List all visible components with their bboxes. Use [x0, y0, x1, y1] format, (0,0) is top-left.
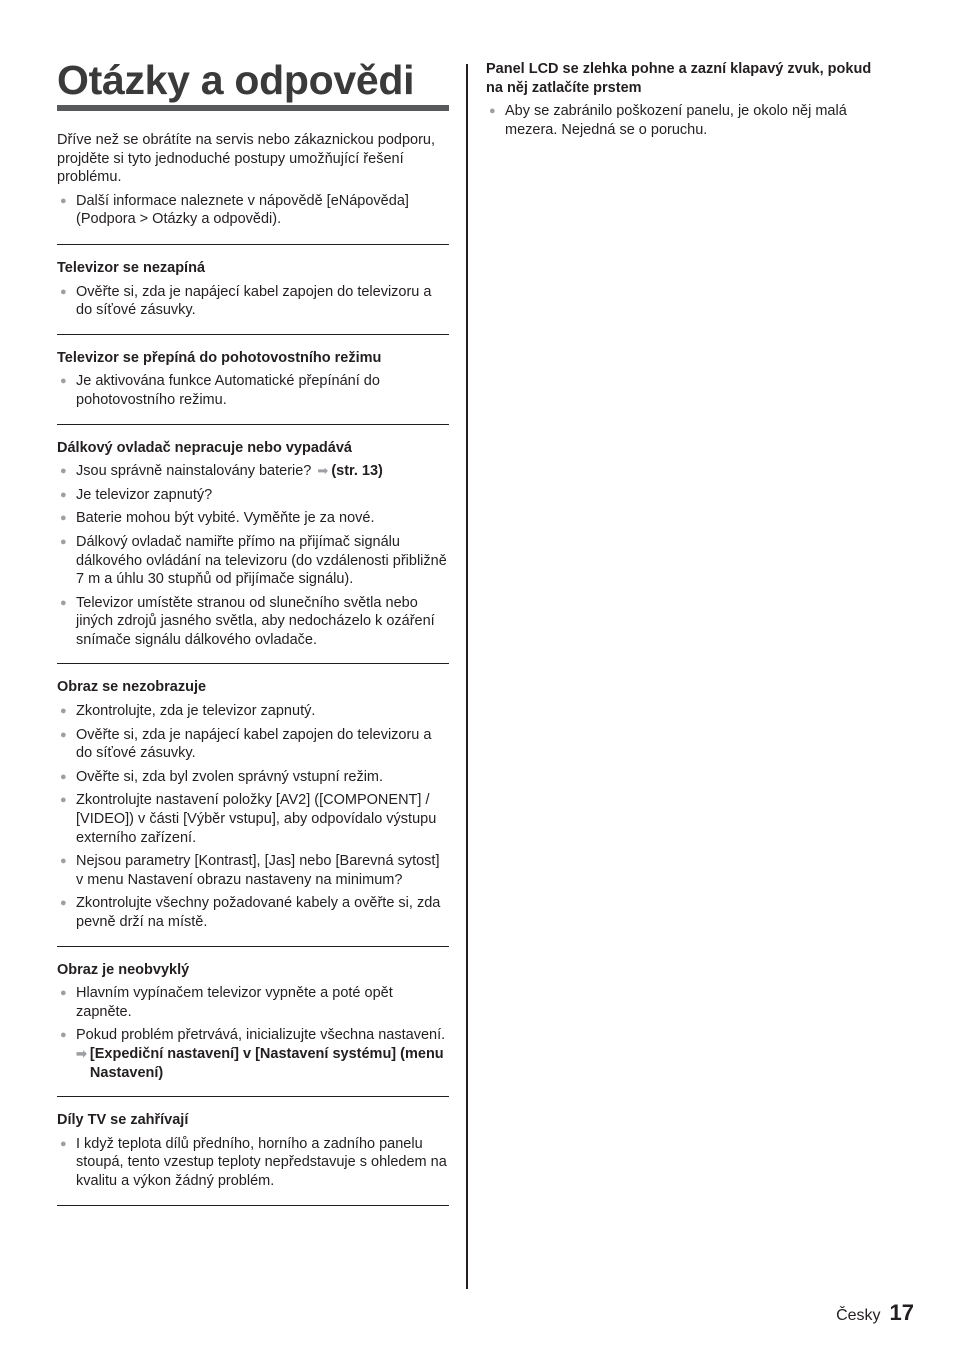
bullet-icon: ●	[60, 855, 67, 868]
bullet-icon: ●	[60, 285, 67, 298]
bullet-icon: ●	[60, 535, 67, 548]
list-item: ● Aby se zabránilo poškození panelu, je okolo něj malá mezera. Nejedná se o poruchu.	[489, 103, 847, 138]
page-footer	[836, 1300, 914, 1326]
list-item: ● Je televizor zapnutý?	[60, 486, 213, 503]
list-item: ● Hlavním vypínačem televizor vypněte a poté opět zapněte.	[60, 985, 393, 1020]
end-rule	[57, 1205, 449, 1206]
list-item: ● Je aktivována funkce Automatické přepínání do pohotovostního režimu.	[60, 373, 380, 408]
bullet-icon: ●	[60, 488, 67, 501]
list-item: ● Dálkový ovladač namiřte přímo na přijímač signálu dálkového ovládání na televizoru (do vzdálenosti přibližně 7 m a úhlu 30 stupňů od přijímače signálu).	[60, 533, 447, 588]
page-title: Otázky a odpovědi	[57, 57, 415, 103]
column-divider	[466, 64, 468, 1289]
list-item: ● Televizor umístěte stranou od slunečního světla nebo jiných zdrojů jasného světla, aby nedocházelo k ozáření snímače signálu dálkového ovladače.	[60, 594, 435, 648]
section-remote-control	[57, 424, 449, 664]
section-no-picture	[57, 663, 449, 945]
intro-list	[57, 192, 449, 229]
arrow-right-icon: ➡	[76, 1045, 87, 1061]
right-column	[486, 60, 886, 144]
list-item: ● Pokud problém přetrvává, inicializujte všechna nastavení. ➡ [Expediční nastavení] v [Nastavení systému] (menu Nastavení)	[57, 1026, 449, 1082]
bullet-icon: ●	[60, 770, 67, 783]
list-item: ● Zkontrolujte, zda je televizor zapnutý.	[60, 703, 316, 720]
list-item: ● Baterie mohou být vybité. Vyměňte je za nové.	[60, 510, 375, 527]
section-abnormal-picture	[57, 946, 449, 1097]
menu-reference: ➡ [Expediční nastavení] v [Nastavení systému] (menu Nastavení)	[76, 1045, 444, 1081]
section-standby	[57, 334, 449, 424]
bullet-icon: ●	[489, 105, 496, 118]
intro-text: Dříve než se obrátíte na servis nebo zákaznickou podporu, projděte si tyto jednoduché postupy umožňující řešení problému.	[57, 132, 436, 186]
list-item: ● Zkontrolujte všechny požadované kabely a ověřte si, zda pevně drží na místě.	[60, 895, 441, 930]
bullet-icon: ●	[60, 1029, 67, 1042]
bullet-icon: ●	[60, 705, 67, 718]
list-item: ● Ověřte si, zda byl zvolen správný vstupní režim.	[60, 768, 384, 785]
section-heading: Obraz se nezobrazuje	[57, 679, 207, 696]
page-reference: (str. 13)	[331, 463, 383, 480]
section-tv-wont-turn-on	[57, 244, 449, 334]
arrow-right-icon: ➡	[317, 463, 329, 479]
list-item: ● Další informace naleznete v nápovědě [eNápověda] (Podpora > Otázky a odpovědi).	[60, 192, 409, 228]
section-heading: Televizor se přepíná do pohotovostního režimu	[57, 349, 382, 366]
bullet-icon: ●	[60, 1137, 67, 1150]
bullet-icon: ●	[60, 194, 67, 207]
section-heading: Panel LCD se zlehka pohne a zazní klapavý zvuk, pokud na něj zatlačíte prstem	[486, 61, 872, 96]
bullet-icon: ●	[60, 987, 67, 1000]
section-heading: Televizor se nezapíná	[57, 259, 206, 276]
language-label: Česky	[836, 1307, 881, 1324]
title-underline	[57, 105, 449, 111]
bullet-icon: ●	[60, 728, 67, 741]
list-item: ● Ověřte si, zda je napájecí kabel zapojen do televizoru a do síťové zásuvky.	[60, 726, 432, 762]
page-number: 17	[889, 1300, 914, 1325]
left-column	[57, 131, 449, 1206]
intro-block	[57, 131, 449, 244]
bullet-icon: ●	[60, 375, 67, 388]
list-item: ● Nejsou parametry [Kontrast], [Jas] nebo [Barevná sytost] v menu Nastavení obrazu nastaveny na minimum?	[60, 853, 440, 888]
list-item: ● Ověřte si, zda je napájecí kabel zapojen do televizoru a do síťové zásuvky.	[60, 283, 432, 319]
section-tv-parts-warm	[57, 1096, 449, 1204]
bullet-icon: ●	[60, 465, 67, 478]
list-item: ● Jsou správně nainstalovány baterie? ➡ (str. 13)	[60, 463, 383, 480]
section-heading: Díly TV se zahřívají	[57, 1112, 189, 1129]
bullet-icon: ●	[60, 512, 67, 525]
bullet-icon: ●	[60, 897, 67, 910]
list-item: ● I když teplota dílů předního, horního a zadního panelu stoupá, tento vzestup teploty nepředstavuje s ohledem na kvalitu a výkon žádný problém.	[60, 1135, 447, 1189]
section-heading: Dálkový ovladač nepracuje nebo vypadává	[57, 439, 352, 456]
bullet-icon: ●	[60, 596, 67, 609]
bullet-icon: ●	[60, 794, 67, 807]
list-item: ● Zkontrolujte nastavení položky [AV2] ([COMPONENT] / [VIDEO]) v části [Výběr vstupu], aby odpovídalo výstupu externího zařízení.	[60, 792, 437, 846]
section-heading: Obraz je neobvyklý	[57, 961, 190, 978]
